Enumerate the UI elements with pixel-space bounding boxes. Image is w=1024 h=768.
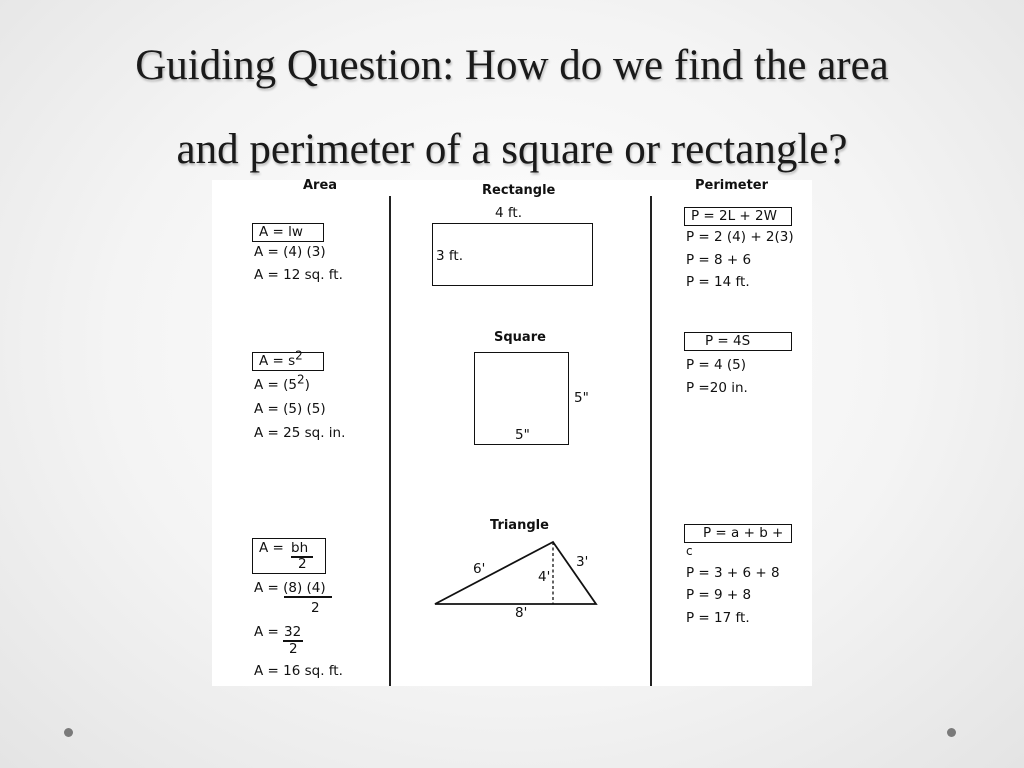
triangle-area-step-1: A = (8) (4) [254,580,326,596]
triangle-label: Triangle [490,518,549,533]
square-area-step-3: A = 25 sq. in. [254,425,346,441]
rectangle-area-step-2: A = 12 sq. ft. [254,267,343,283]
square-perimeter-formula: P = 4S [684,332,792,351]
triangle-right-side-label: 3' [576,554,589,570]
title-line-2: and perimeter of a square or rectangle? [176,126,848,173]
square-area-step-1-base: A = (5 [254,377,297,393]
triangle-area-step-2-numerator: 32 [284,624,302,640]
triangle-left-side-label: 6' [473,561,486,577]
square-label: Square [494,330,546,345]
triangle-outline [435,542,596,604]
square-area-formula-exponent: 2 [295,348,303,363]
slide-title [0,24,1024,192]
triangle-area-formula-prefix: A = [259,540,289,556]
triangle-area-step-2-prefix: A = [254,624,284,640]
triangle-area-step-1-denominator: 2 [311,600,320,616]
square-perimeter-step-1: P = 4 (5) [686,357,747,373]
triangle-area-step-2-denominator: 2 [289,641,298,657]
square-perimeter-step-2: P =20 in. [686,380,748,396]
rectangle-perimeter-step-2: P = 8 + 6 [686,252,752,268]
square-side-dimension: 5" [574,390,589,406]
triangle-perimeter-step-2: P = 9 + 8 [686,587,752,603]
rectangle-label: Rectangle [482,183,556,198]
rectangle-area-step-1: A = (4) (3) [254,244,326,260]
title-line-1: Guiding Question: How do we find the area [135,42,889,89]
triangle-area-formula-numerator: bh [291,540,309,556]
triangle-perimeter-step-1: P = 3 + 6 + 8 [686,565,780,581]
slide-decoration-dot-left [64,728,73,737]
triangle-perimeter-formula: P = a + b + [684,524,792,543]
square-area-formula-base: A = s [259,353,296,369]
square-bottom-dimension: 5" [515,427,530,443]
worksheet-image [212,180,812,686]
triangle-area-formula-denominator: 2 [298,556,307,572]
square-area-step-1-end: ) [304,377,310,393]
triangle-base-label: 8' [515,605,528,621]
triangle-perimeter-step-3: P = 17 ft. [686,610,750,626]
square-area-step-2: A = (5) (5) [254,401,326,417]
slide-decoration-dot-right [947,728,956,737]
triangle-height-label: 4' [538,569,551,585]
rectangle-perimeter-step-3: P = 14 ft. [686,274,750,290]
rectangle-area-formula: A = lw [252,223,324,242]
rectangle-perimeter-formula: P = 2L + 2W [684,207,792,226]
area-heading: Area [303,178,338,193]
rectangle-side-dimension: 3 ft. [436,248,463,264]
perimeter-heading: Perimeter [695,178,769,193]
triangle-perimeter-formula-continued: c [686,544,693,558]
rectangle-top-dimension: 4 ft. [495,205,522,221]
rectangle-perimeter-step-1: P = 2 (4) + 2(3) [686,229,794,245]
triangle-area-result: A = 16 sq. ft. [254,663,343,679]
square-area-step-1-exponent: 2 [297,372,305,387]
